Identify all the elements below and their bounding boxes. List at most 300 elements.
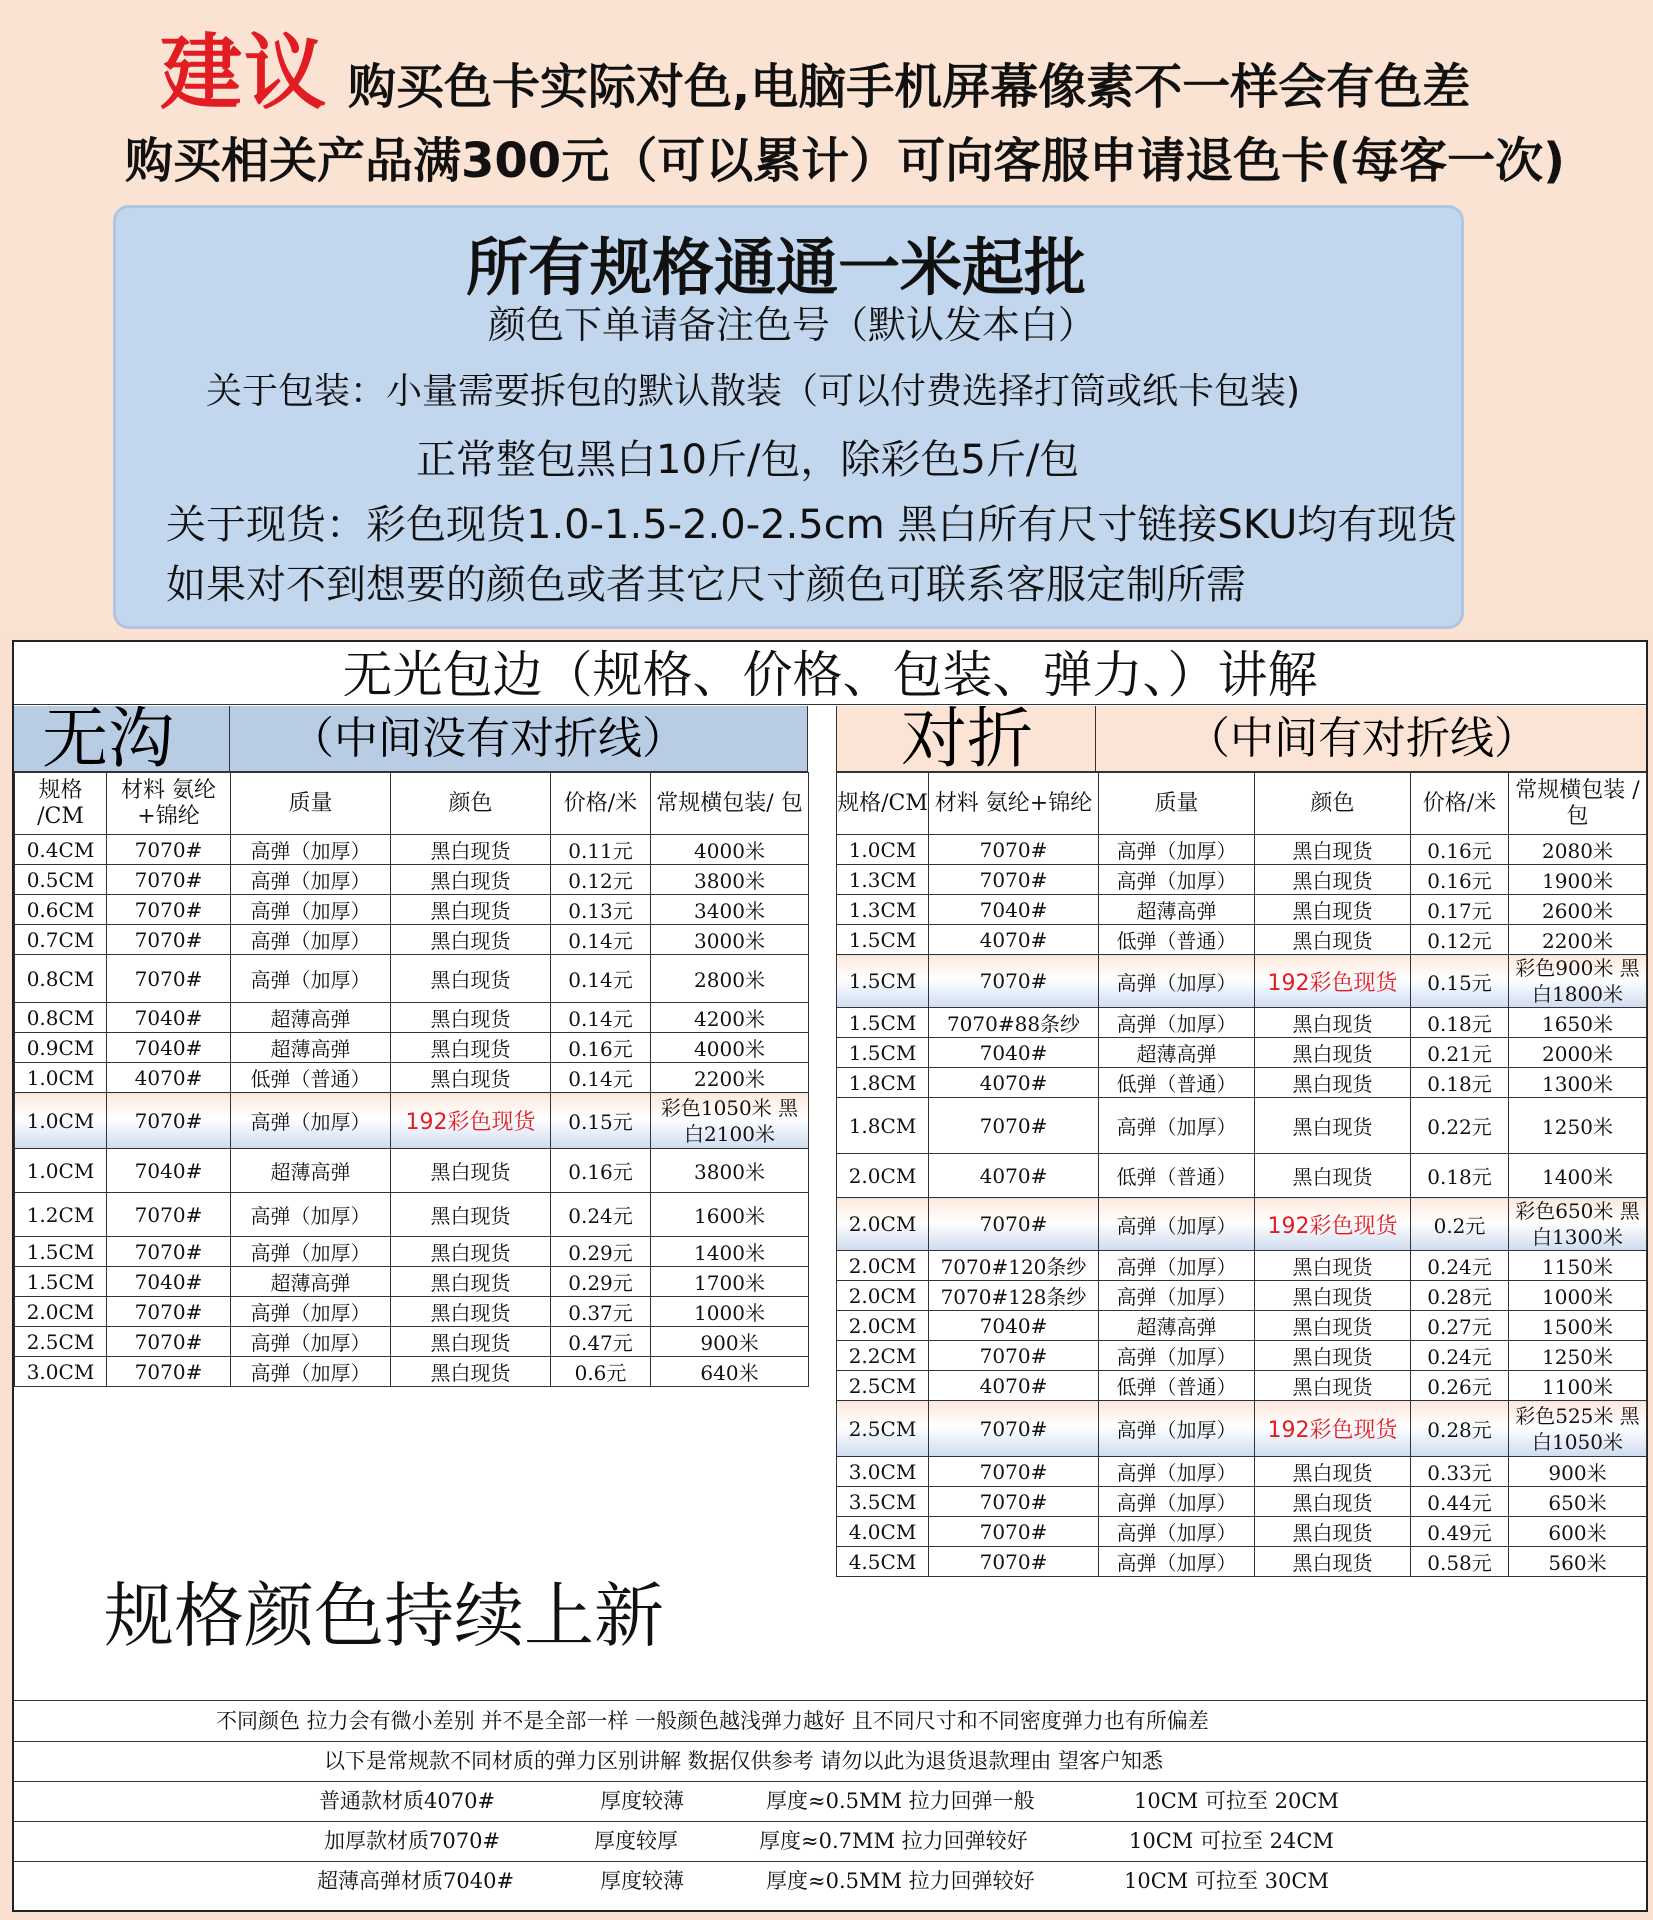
table-cell: 192彩色现货 bbox=[1255, 955, 1411, 1008]
table-cell: 7070# bbox=[929, 955, 1099, 1008]
table-cell: 高弹（加厚） bbox=[231, 925, 391, 955]
table-cell: 黑白现货 bbox=[391, 1063, 551, 1093]
table-cell: 高弹（加厚） bbox=[231, 1193, 391, 1237]
column-header-row bbox=[15, 773, 809, 835]
table-row bbox=[15, 1063, 809, 1093]
table-cell: 高弹（加厚） bbox=[231, 1297, 391, 1327]
table-cell: 高弹（加厚） bbox=[1099, 955, 1255, 1008]
table-cell: 7070# bbox=[929, 1401, 1099, 1457]
table-cell: 0.8CM bbox=[15, 955, 107, 1003]
table-row bbox=[837, 835, 1647, 865]
table-cell: 低弹（普通） bbox=[1099, 925, 1255, 955]
table-cell: 7070# bbox=[929, 1487, 1099, 1517]
table-cell: 7070# bbox=[107, 1237, 231, 1267]
table-cell: 7070# bbox=[107, 835, 231, 865]
table-cell: 0.33元 bbox=[1411, 1457, 1509, 1487]
table-cell: 高弹（加厚） bbox=[1099, 1457, 1255, 1487]
table-cell: 192彩色现货 bbox=[391, 1093, 551, 1149]
table-row bbox=[837, 1198, 1647, 1251]
table-cell: 2600米 bbox=[1509, 895, 1647, 925]
table-cell: 2000米 bbox=[1509, 1038, 1647, 1068]
table-cell: 超薄高弹 bbox=[231, 1267, 391, 1297]
table-cell: 1400米 bbox=[651, 1237, 809, 1267]
table-cell: 黑白现货 bbox=[391, 865, 551, 895]
table-cell: 7040# bbox=[929, 1038, 1099, 1068]
table-cell: 1.3CM bbox=[837, 865, 929, 895]
table-cell: 黑白现货 bbox=[1255, 1311, 1411, 1341]
table-row bbox=[837, 1487, 1647, 1517]
table-cell: 7070# bbox=[107, 925, 231, 955]
table-cell: 高弹（加厚） bbox=[231, 1093, 391, 1149]
table-cell: 7070# bbox=[929, 865, 1099, 895]
table-cell: 高弹（加厚） bbox=[231, 955, 391, 1003]
table-row bbox=[15, 865, 809, 895]
table-cell: 0.15元 bbox=[1411, 955, 1509, 1008]
table-cell: 黑白现货 bbox=[1255, 1154, 1411, 1198]
table-cell: 黑白现货 bbox=[1255, 1517, 1411, 1547]
table-row bbox=[15, 1003, 809, 1033]
table-cell: 高弹（加厚） bbox=[1099, 1098, 1255, 1154]
table-row bbox=[15, 1297, 809, 1327]
material-stretch: 10CM 可拉至 20CM bbox=[1134, 1789, 1339, 1813]
table-cell: 高弹（加厚） bbox=[1099, 865, 1255, 895]
table-cell: 超薄高弹 bbox=[1099, 1038, 1255, 1068]
table-row bbox=[837, 1068, 1647, 1098]
table-row bbox=[15, 1357, 809, 1387]
table-cell: 7040# bbox=[929, 1311, 1099, 1341]
table-cell: 0.18元 bbox=[1411, 1068, 1509, 1098]
table-row bbox=[15, 955, 809, 1003]
table-cell: 1.8CM bbox=[837, 1098, 929, 1154]
table-cell: 超薄高弹 bbox=[1099, 895, 1255, 925]
table-row bbox=[837, 1311, 1647, 1341]
material-name: 加厚款材质7070# bbox=[324, 1829, 501, 1853]
table-row bbox=[837, 925, 1647, 955]
table-cell: 7070# bbox=[107, 1093, 231, 1149]
table-cell: 高弹（加厚） bbox=[231, 1327, 391, 1357]
table-cell: 7070# bbox=[107, 955, 231, 1003]
table-cell: 0.28元 bbox=[1411, 1281, 1509, 1311]
table-cell: 高弹（加厚） bbox=[231, 1357, 391, 1387]
notes-section bbox=[14, 1700, 1646, 1893]
table-cell: 7070#120条纱 bbox=[929, 1251, 1099, 1281]
table-cell: 高弹（加厚） bbox=[231, 895, 391, 925]
sheet-title: 无光包边（规格、价格、包装、弹力、）讲解 bbox=[14, 642, 1646, 705]
left-sub-header bbox=[230, 706, 808, 772]
table-cell: 黑白现货 bbox=[1255, 835, 1411, 865]
table-cell: 彩色525米 黑白1050米 bbox=[1509, 1401, 1647, 1457]
table-cell: 3400米 bbox=[651, 895, 809, 925]
table-cell: 高弹（加厚） bbox=[1099, 1281, 1255, 1311]
table-cell: 0.15元 bbox=[551, 1093, 651, 1149]
table-cell: 1.5CM bbox=[837, 1038, 929, 1068]
table-cell: 黑白现货 bbox=[391, 1033, 551, 1063]
table-cell: 192彩色现货 bbox=[1255, 1401, 1411, 1457]
table-cell: 2.2CM bbox=[837, 1341, 929, 1371]
notice-pack-weight: 正常整包黑白10斤/包，除彩色5斤/包 bbox=[416, 437, 1080, 483]
table-cell: 低弹（普通） bbox=[1099, 1068, 1255, 1098]
spec-sheet bbox=[12, 640, 1648, 1912]
table-cell: 黑白现货 bbox=[391, 1237, 551, 1267]
table-cell: 0.6元 bbox=[551, 1357, 651, 1387]
table-cell: 0.58元 bbox=[1411, 1547, 1509, 1577]
table-cell: 1.0CM bbox=[15, 1063, 107, 1093]
right-big-label: 对折 bbox=[901, 706, 1033, 772]
column-header: 价格/米 bbox=[1411, 773, 1509, 835]
column-header: 材料 氨纶+锦纶 bbox=[929, 773, 1099, 835]
table-cell: 黑白现货 bbox=[391, 1357, 551, 1387]
table-cell: 黑白现货 bbox=[1255, 1487, 1411, 1517]
table-cell: 超薄高弹 bbox=[1099, 1311, 1255, 1341]
table-cell: 0.24元 bbox=[1411, 1341, 1509, 1371]
table-cell: 彩色900米 黑白1800米 bbox=[1509, 955, 1647, 1008]
table-cell: 1.5CM bbox=[15, 1237, 107, 1267]
table-cell: 黑白现货 bbox=[1255, 1371, 1411, 1401]
left-big-label: 无沟 bbox=[42, 706, 174, 772]
table-cell: 黑白现货 bbox=[1255, 1098, 1411, 1154]
table-cell: 4070# bbox=[929, 1154, 1099, 1198]
table-cell: 0.5CM bbox=[15, 865, 107, 895]
table-cell: 1.0CM bbox=[15, 1093, 107, 1149]
notice-title: 所有规格通通一米起批 bbox=[466, 231, 1087, 304]
table-cell: 超薄高弹 bbox=[231, 1149, 391, 1193]
table-row bbox=[15, 1193, 809, 1237]
material-name: 普通款材质4070# bbox=[319, 1789, 496, 1813]
table-cell: 4000米 bbox=[651, 835, 809, 865]
note-disclaimer-text: 以下是常规款不同材质的弹力区别讲解 数据仅供参考 请勿以此为退货退款理由 望客户知悉 bbox=[324, 1749, 1164, 1773]
table-cell: 7070#88条纱 bbox=[929, 1008, 1099, 1038]
table-row bbox=[15, 1267, 809, 1297]
table-cell: 黑白现货 bbox=[1255, 1251, 1411, 1281]
table-cell: 1700米 bbox=[651, 1267, 809, 1297]
table-cell: 2.5CM bbox=[15, 1327, 107, 1357]
table-row bbox=[15, 895, 809, 925]
note-disclaimer bbox=[14, 1741, 1646, 1782]
table-cell: 3.5CM bbox=[837, 1487, 929, 1517]
table-row bbox=[15, 1327, 809, 1357]
table-cell: 7070# bbox=[107, 895, 231, 925]
table-cell: 高弹（加厚） bbox=[231, 835, 391, 865]
table-cell: 0.21元 bbox=[1411, 1038, 1509, 1068]
table-cell: 2.0CM bbox=[837, 1154, 929, 1198]
table-cell: 1300米 bbox=[1509, 1068, 1647, 1098]
refund-note: 购买相关产品满300元（可以累计）可向客服申请退色卡(每客一次) bbox=[125, 133, 1566, 189]
table-cell: 黑白现货 bbox=[391, 1327, 551, 1357]
table-cell: 低弹（普通） bbox=[231, 1063, 391, 1093]
table-cell: 7040# bbox=[929, 895, 1099, 925]
table-cell: 0.14元 bbox=[551, 1003, 651, 1033]
material-detail: 厚度≈0.7MM 拉力回弹较好 bbox=[759, 1829, 1028, 1853]
no-fold-table bbox=[14, 772, 809, 1387]
table-cell: 黑白现货 bbox=[1255, 1008, 1411, 1038]
table-cell: 黑白现货 bbox=[391, 1003, 551, 1033]
table-cell: 2080米 bbox=[1509, 835, 1647, 865]
table-cell: 7070# bbox=[929, 1547, 1099, 1577]
table-cell: 0.17元 bbox=[1411, 895, 1509, 925]
table-cell: 1.2CM bbox=[15, 1193, 107, 1237]
right-sub-header bbox=[1096, 706, 1646, 772]
table-cell: 超薄高弹 bbox=[231, 1003, 391, 1033]
table-cell: 0.6CM bbox=[15, 895, 107, 925]
table-cell: 7070# bbox=[929, 1098, 1099, 1154]
table-cell: 2.0CM bbox=[837, 1281, 929, 1311]
table-cell: 黑白现货 bbox=[1255, 895, 1411, 925]
table-cell: 1500米 bbox=[1509, 1311, 1647, 1341]
table-cell: 2.0CM bbox=[837, 1251, 929, 1281]
table-cell: 低弹（普通） bbox=[1099, 1371, 1255, 1401]
table-cell: 黑白现货 bbox=[1255, 865, 1411, 895]
table-cell: 黑白现货 bbox=[391, 1297, 551, 1327]
table-cell: 7070# bbox=[929, 1341, 1099, 1371]
left-big-header bbox=[14, 706, 230, 772]
material-stretch: 10CM 可拉至 30CM bbox=[1124, 1869, 1329, 1893]
table-cell: 黑白现货 bbox=[391, 1267, 551, 1297]
suggest-heading: 建议 bbox=[160, 26, 329, 121]
table-cell: 1.5CM bbox=[837, 1008, 929, 1038]
notice-stock: 关于现货：彩色现货1.0-1.5-2.0-2.5cm 黑白所有尺寸链接SKU均有现货 bbox=[166, 502, 1458, 548]
table-cell: 高弹（加厚） bbox=[1099, 1008, 1255, 1038]
table-cell: 彩色1050米 黑白2100米 bbox=[651, 1093, 809, 1149]
table-cell: 1.5CM bbox=[837, 955, 929, 1008]
table-cell: 900米 bbox=[651, 1327, 809, 1357]
material-thickness: 厚度较薄 bbox=[600, 1869, 684, 1893]
table-cell: 高弹（加厚） bbox=[1099, 1517, 1255, 1547]
table-cell: 7070# bbox=[929, 1517, 1099, 1547]
table-cell: 黑白现货 bbox=[391, 1149, 551, 1193]
table-cell: 黑白现货 bbox=[1255, 1547, 1411, 1577]
table-cell: 高弹（加厚） bbox=[1099, 1401, 1255, 1457]
table-row bbox=[837, 1008, 1647, 1038]
material-detail: 厚度≈0.5MM 拉力回弹一般 bbox=[766, 1789, 1035, 1813]
material-row bbox=[14, 1821, 1646, 1862]
column-header: 常规横包装/ 包 bbox=[651, 773, 809, 835]
table-cell: 0.24元 bbox=[1411, 1251, 1509, 1281]
table-cell: 4.5CM bbox=[837, 1547, 929, 1577]
table-cell: 0.14元 bbox=[551, 925, 651, 955]
table-row bbox=[837, 1341, 1647, 1371]
table-cell: 黑白现货 bbox=[391, 955, 551, 1003]
table-cell: 黑白现货 bbox=[1255, 1281, 1411, 1311]
table-cell: 2.0CM bbox=[837, 1198, 929, 1251]
color-card-note: 购买色卡实际对色,电脑手机屏幕像素不一样会有色差 bbox=[348, 59, 1471, 115]
new-specs-note: 规格颜色持续上新 bbox=[104, 1575, 664, 1657]
column-header: 质量 bbox=[1099, 773, 1255, 835]
table-cell: 4200米 bbox=[651, 1003, 809, 1033]
material-name: 超薄高弹材质7040# bbox=[317, 1869, 515, 1893]
table-cell: 高弹（加厚） bbox=[1099, 835, 1255, 865]
notice-custom: 如果对不到想要的颜色或者其它尺寸颜色可联系客服定制所需 bbox=[166, 562, 1246, 608]
table-cell: 高弹（加厚） bbox=[1099, 1487, 1255, 1517]
table-cell: 0.16元 bbox=[1411, 835, 1509, 865]
table-cell: 2.5CM bbox=[837, 1371, 929, 1401]
material-thickness: 厚度较薄 bbox=[600, 1789, 684, 1813]
table-row bbox=[837, 1038, 1647, 1068]
table-cell: 7070# bbox=[107, 1357, 231, 1387]
table-cell: 4070# bbox=[929, 1068, 1099, 1098]
table-cell: 0.14元 bbox=[551, 1063, 651, 1093]
table-cell: 0.24元 bbox=[551, 1193, 651, 1237]
column-header: 颜色 bbox=[1255, 773, 1411, 835]
table-cell: 0.29元 bbox=[551, 1267, 651, 1297]
table-cell: 2800米 bbox=[651, 955, 809, 1003]
table-cell: 0.14元 bbox=[551, 955, 651, 1003]
table-cell: 7070#128条纱 bbox=[929, 1281, 1099, 1311]
table-cell: 高弹（加厚） bbox=[1099, 1341, 1255, 1371]
column-header: 颜色 bbox=[391, 773, 551, 835]
table-cell: 7070# bbox=[929, 1198, 1099, 1251]
table-cell: 640米 bbox=[651, 1357, 809, 1387]
notice-color-note: 颜色下单请备注色号（默认发本白） bbox=[488, 303, 1097, 347]
table-cell: 黑白现货 bbox=[391, 925, 551, 955]
table-cell: 1000米 bbox=[651, 1297, 809, 1327]
table-row bbox=[837, 1251, 1647, 1281]
table-cell: 0.37元 bbox=[551, 1297, 651, 1327]
left-sub-label: （中间没有对折线） bbox=[290, 713, 686, 764]
table-cell: 0.47元 bbox=[551, 1327, 651, 1357]
table-row bbox=[15, 1093, 809, 1149]
table-cell: 黑白现货 bbox=[1255, 1341, 1411, 1371]
table-cell: 192彩色现货 bbox=[1255, 1198, 1411, 1251]
table-cell: 900米 bbox=[1509, 1457, 1647, 1487]
table-cell: 1250米 bbox=[1509, 1098, 1647, 1154]
table-cell: 0.13元 bbox=[551, 895, 651, 925]
table-cell: 1650米 bbox=[1509, 1008, 1647, 1038]
right-sub-label: （中间有对折线） bbox=[1186, 713, 1538, 764]
table-cell: 1150米 bbox=[1509, 1251, 1647, 1281]
table-cell: 7040# bbox=[107, 1267, 231, 1297]
notice-box bbox=[113, 205, 1464, 629]
table-cell: 0.27元 bbox=[1411, 1311, 1509, 1341]
table-cell: 0.18元 bbox=[1411, 1154, 1509, 1198]
table-cell: 2.0CM bbox=[15, 1297, 107, 1327]
table-cell: 0.12元 bbox=[551, 865, 651, 895]
table-cell: 0.22元 bbox=[1411, 1098, 1509, 1154]
table-cell: 2.0CM bbox=[837, 1311, 929, 1341]
table-cell: 黑白现货 bbox=[1255, 1068, 1411, 1098]
table-cell: 7070# bbox=[107, 1327, 231, 1357]
table-cell: 7040# bbox=[107, 1003, 231, 1033]
table-cell: 1.8CM bbox=[837, 1068, 929, 1098]
table-cell: 3.0CM bbox=[837, 1457, 929, 1487]
table-row bbox=[15, 1033, 809, 1063]
table-cell: 3.0CM bbox=[15, 1357, 107, 1387]
column-header: 材料 氨纶+锦纶 bbox=[107, 773, 231, 835]
table-cell: 彩色650米 黑白1300米 bbox=[1509, 1198, 1647, 1251]
table-cell: 0.28元 bbox=[1411, 1401, 1509, 1457]
column-header: 规格 /CM bbox=[15, 773, 107, 835]
table-cell: 超薄高弹 bbox=[231, 1033, 391, 1063]
material-thickness: 厚度较厚 bbox=[594, 1829, 678, 1853]
table-cell: 4070# bbox=[929, 1371, 1099, 1401]
table-row bbox=[837, 1154, 1647, 1198]
table-row bbox=[837, 1098, 1647, 1154]
table-cell: 0.16元 bbox=[551, 1033, 651, 1063]
table-row bbox=[15, 835, 809, 865]
table-cell: 3000米 bbox=[651, 925, 809, 955]
top-banner bbox=[0, 0, 1653, 632]
table-cell: 1.0CM bbox=[15, 1149, 107, 1193]
table-row bbox=[837, 865, 1647, 895]
table-cell: 高弹（加厚） bbox=[1099, 1547, 1255, 1577]
table-cell: 高弹（加厚） bbox=[231, 1237, 391, 1267]
table-cell: 0.18元 bbox=[1411, 1008, 1509, 1038]
table-cell: 7070# bbox=[929, 835, 1099, 865]
table-cell: 高弹（加厚） bbox=[231, 865, 391, 895]
table-cell: 7070# bbox=[107, 865, 231, 895]
table-row bbox=[837, 1517, 1647, 1547]
table-cell: 4000米 bbox=[651, 1033, 809, 1063]
table-cell: 高弹（加厚） bbox=[1099, 1198, 1255, 1251]
table-row bbox=[837, 955, 1647, 1008]
table-cell: 1.3CM bbox=[837, 895, 929, 925]
right-big-header bbox=[836, 706, 1096, 772]
table-cell: 4070# bbox=[107, 1063, 231, 1093]
material-detail: 厚度≈0.5MM 拉力回弹较好 bbox=[766, 1869, 1035, 1893]
table-cell: 7070# bbox=[107, 1297, 231, 1327]
table-cell: 黑白现货 bbox=[391, 835, 551, 865]
table-cell: 0.7CM bbox=[15, 925, 107, 955]
table-cell: 1000米 bbox=[1509, 1281, 1647, 1311]
table-cell: 1900米 bbox=[1509, 865, 1647, 895]
table-cell: 1100米 bbox=[1509, 1371, 1647, 1401]
table-cell: 0.26元 bbox=[1411, 1371, 1509, 1401]
table-cell: 0.12元 bbox=[1411, 925, 1509, 955]
table-cell: 3800米 bbox=[651, 1149, 809, 1193]
table-cell: 低弹（普通） bbox=[1099, 1154, 1255, 1198]
table-cell: 0.16元 bbox=[1411, 865, 1509, 895]
table-cell: 0.11元 bbox=[551, 835, 651, 865]
table-cell: 黑白现货 bbox=[391, 895, 551, 925]
table-cell: 0.29元 bbox=[551, 1237, 651, 1267]
table-cell: 0.49元 bbox=[1411, 1517, 1509, 1547]
material-stretch: 10CM 可拉至 24CM bbox=[1129, 1829, 1334, 1853]
table-cell: 黑白现货 bbox=[1255, 1457, 1411, 1487]
table-cell: 0.2元 bbox=[1411, 1198, 1509, 1251]
column-header: 常规横包装 /包 bbox=[1509, 773, 1647, 835]
table-cell: 0.4CM bbox=[15, 835, 107, 865]
table-cell: 4.0CM bbox=[837, 1517, 929, 1547]
table-row bbox=[837, 1457, 1647, 1487]
table-row bbox=[837, 895, 1647, 925]
table-cell: 1600米 bbox=[651, 1193, 809, 1237]
table-row bbox=[15, 1237, 809, 1267]
table-cell: 0.44元 bbox=[1411, 1487, 1509, 1517]
table-cell: 4070# bbox=[929, 925, 1099, 955]
table-cell: 2200米 bbox=[1509, 925, 1647, 955]
table-cell: 0.16元 bbox=[551, 1149, 651, 1193]
table-row bbox=[837, 1401, 1647, 1457]
fold-table bbox=[836, 772, 1647, 1577]
table-cell: 黑白现货 bbox=[1255, 925, 1411, 955]
table-row bbox=[837, 1281, 1647, 1311]
material-row bbox=[14, 1781, 1646, 1822]
table-cell: 3800米 bbox=[651, 865, 809, 895]
table-cell: 650米 bbox=[1509, 1487, 1647, 1517]
table-cell: 2200米 bbox=[651, 1063, 809, 1093]
table-cell: 560米 bbox=[1509, 1547, 1647, 1577]
column-header: 规格/CM bbox=[837, 773, 929, 835]
table-cell: 0.9CM bbox=[15, 1033, 107, 1063]
note-color-variation-text: 不同颜色 拉力会有微小差别 并不是全部一样 一般颜色越浅弹力越好 且不同尺寸和不同密度弹力也有所偏差 bbox=[216, 1709, 1209, 1733]
notice-packaging: 关于包装：小量需要拆包的默认散装（可以付费选择打筒或纸卡包装) bbox=[206, 371, 1301, 412]
column-header-row bbox=[837, 773, 1647, 835]
table-cell: 2.5CM bbox=[837, 1401, 929, 1457]
table-row bbox=[15, 1149, 809, 1193]
table-cell: 7070# bbox=[107, 1193, 231, 1237]
table-cell: 1.5CM bbox=[15, 1267, 107, 1297]
column-header: 质量 bbox=[231, 773, 391, 835]
table-cell: 黑白现货 bbox=[1255, 1038, 1411, 1068]
